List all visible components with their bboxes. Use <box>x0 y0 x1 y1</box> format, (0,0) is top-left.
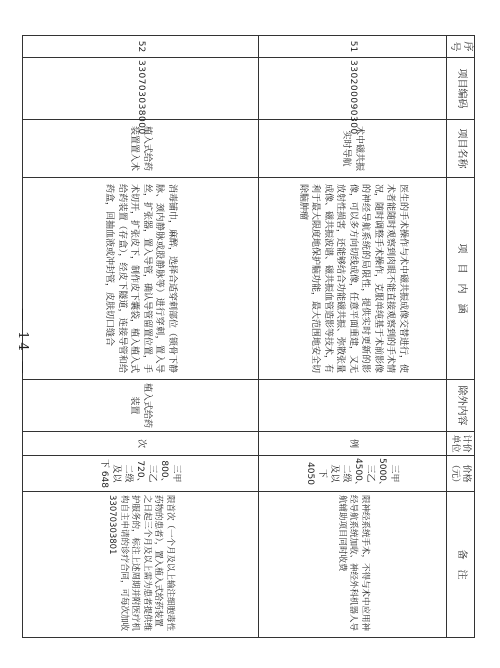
row-price: 三甲 5000、 三乙 4500、 二级 及以 下 4050 <box>259 456 447 492</box>
row-code: 330703038000 <box>23 58 259 120</box>
row-note: 限神经系统手术，不得与术中应用神经导航系统加收、神经外科机器人导航辅助项目同时收费 <box>259 492 447 638</box>
row-seq: 52 <box>23 36 259 58</box>
table-row <box>23 36 259 638</box>
header-name: 项目名称 <box>447 120 475 178</box>
header-content: 项 目 内 涵 <box>447 178 475 380</box>
row-unit: 次 <box>23 432 259 456</box>
row-content: 消毒铺巾，麻醉，选择合适穿刺部位（锁骨下静脉、颈内静脉或股静脉等）进行穿刺，置入导丝，扩张器，置入导管，确认导管留置位置，手术切开，扩张皮下，制作皮下囊袋，植入植入式给药装置（存盒），经皮下隧道，连接导管和给药盒，回抽血液或冲封管，皮肤切口缝合 <box>23 178 259 380</box>
fee-schedule-table <box>22 35 475 638</box>
row-seq: 51 <box>259 36 447 58</box>
header-code: 项目编码 <box>447 58 475 120</box>
table-row <box>259 36 447 638</box>
row-code: 330200090300 <box>259 58 447 120</box>
header-price: 价格（元） <box>447 456 475 492</box>
row-unit: 例 <box>259 432 447 456</box>
header-row <box>447 36 475 638</box>
row-exclusion: 植入式给药装置 <box>23 380 259 432</box>
row-note: 限首次（一个月及以上输注细胞毒性药物的患者），置入植入式给药装置之日起三个月及以上需为患者提供维护服务的，标注上述周期并附医疗机构自主申请的诊疗合同，可每次加收33070303801 <box>23 492 259 638</box>
row-name: 植入式给药装置置入术 <box>23 120 259 178</box>
row-exclusion <box>259 380 447 432</box>
header-seq: 序号 <box>447 36 475 58</box>
row-name: 术中磁共振实时导航 <box>259 120 447 178</box>
header-exclusion: 除外内容 <box>447 380 475 432</box>
header-note: 备 注 <box>447 492 475 638</box>
row-price: 三甲 800、 三乙 720、 二级 及以 下 648 <box>23 456 259 492</box>
header-unit: 计价单位 <box>447 432 475 456</box>
row-content: 医生的手术操作与术中磁共振成像交替进行，使术者能随时观察到肉眼不能直接观察到的手术情况，随时调整手术操作，克服单纯基于术前影像的神经导航系统的局限性，提供实时更新的影像，可以多方向切线成像，任意平面重建，又无放射性损害，还能够结合功能磁共振、弥散张量成像、磁共振波谱、磁共振血管造影等技术，有利于最大限度地保护脑功能，最大范围地安全切除脑肿瘤 <box>259 178 447 380</box>
page-number: — 14 — <box>15 308 30 377</box>
